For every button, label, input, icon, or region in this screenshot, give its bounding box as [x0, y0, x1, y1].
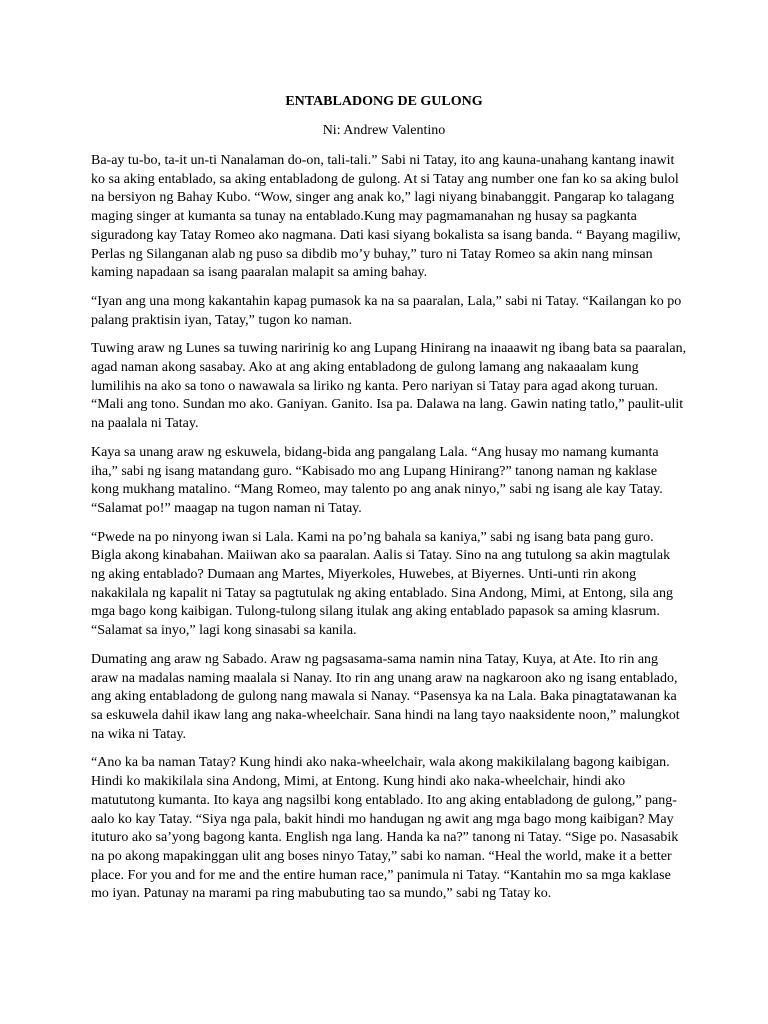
paragraph-line: sa eskuwela dahil ikaw lang ang naka-wheelchair. Sana hindi na lang tayo naaksidente noon,” malungkot [91, 707, 680, 723]
paragraph-line: “Salamat po!” maagap na tugon naman ni Tatay. [91, 500, 362, 516]
paragraph-line: Ba-ay tu-bo, ta-it un-ti Nanalaman do-on, tali-tali.” Sabi ni Tatay, ito ang kauna-unahang kantang inawit [91, 153, 675, 168]
paragraph-line: Hindi ko makikilala sina Andong, Mimi, at Entong. Kung hindi ako naka-wheelchair, hindi ako [91, 774, 626, 790]
paragraph-line: “Salamat sa inyo,” lagi kong sinasabi sa kanila. [91, 623, 357, 639]
paragraph-line: ang aking entabladong de gulong nang mawala si Nanay. “Pasensya ka na Lala. Baka pinagtatawanan ka [91, 689, 677, 705]
paragraph-line: palang praktisin iyan, Tatay,” tugon ko naman. [91, 312, 353, 328]
paragraph-line: ituturo ako sa’yong bagong kanta. English nga lang. Handa ka na?” tanong ni Tatay. “Sige po. Nasasabik [91, 830, 679, 846]
paragraph-line: Kaya sa unang araw ng eskuwela, bidang-bida ang pangalang Lala. “Ang husay mo namang kumanta [91, 444, 659, 460]
paragraph-line: siguradong kay Tatay Romeo ako nagmana. Dati kasi siyang bokalista sa isang banda. “ Bayang magiliw, [91, 227, 681, 243]
paragraph-line: ko sa aking entablado, sa aking entabladong de gulong. At si Tatay ang number one fan ko sa aking bulol [91, 171, 679, 187]
author-byline: Ni: Andrew Valentino [322, 123, 446, 138]
paragraph-line: aalo ko kay Tatay. “Siya nga pala, bakit hindi mo handugan ng awit ang mga bago mong kaibigan? May [91, 811, 674, 827]
story-paragraph [91, 340, 691, 434]
paragraph-line: matututong kumanta. Ito kaya ang nagsilbi kong entablado. Ito ang aking entabladong de gulong,” pang- [91, 792, 677, 808]
story-paragraph [91, 444, 691, 519]
paragraph-line: na bersiyon ng Bahay Kubo. “Wow, singer ang anak ko,” lagi niyang binabanggit. Pangarap ko talagang [91, 190, 675, 206]
paragraph-line: lumilihis na ako sa tono o nawawala sa liriko ng kanta. Pero nariyan si Tatay para agad akong turuan. [91, 378, 659, 394]
paragraph-line: “Mali ang tono. Sundan mo ako. Ganiyan. Ganito. Isa pa. Dalawa na lang. Gawin nating tatlo,” paulit-ulit [91, 397, 684, 413]
paragraph-line: Bigla akong kinabahan. Maiiwan ako sa paaralan. Aalis si Tatay. Sino na ang tutulong sa akin magtulak [91, 548, 671, 564]
paragraph-line: iha,” sabi ng isang matandang guro. “Kabisado mo ang Lupang Hinirang?” tanong naman ng kaklase [91, 463, 658, 479]
paragraph-line: kong mukhang matalino. “Mang Romeo, may talento po ang anak ninyo,” sabi ng isang ale kay Tatay. [91, 482, 663, 498]
paragraph-line: Perlas ng Silanganan alab ng puso sa dibdib mo’y buhay,” turo ni Tatay Romeo sa akin nang minsan [91, 246, 653, 262]
paragraph-line: “Ano ka ba naman Tatay? Kung hindi ako naka-wheelchair, wala akong makikilalang bagong kaibigan. [91, 755, 670, 771]
story-paragraph [91, 529, 691, 641]
paragraph-line: na wika ni Tatay. [91, 726, 187, 742]
story-paragraph [91, 754, 691, 904]
paragraph-line: kaming napadaan sa isang paaralan malapit sa aming bahay. [91, 265, 428, 281]
paragraph-line: mo iyan. Patunay na marami pa ring mabubuting tao sa mundo,” sabi ng Tatay ko. [91, 886, 552, 902]
story-paragraph [91, 651, 691, 745]
paragraph-line: na po akong mapakinggan ulit ang boses ninyo Tatay,” sabi ko naman. “Heal the world, make it a better [91, 848, 672, 864]
paragraph-line: nakakilala ng kapalit ni Tatay sa pagtutulak ng aking entablado. Sina Andong, Mimi, at Entong, sila ang [91, 585, 673, 601]
paragraph-line: “Iyan ang una mong kakantahin kapag pumasok ka na sa paaralan, Lala,” sabi ni Tatay. “Kailangan ko po [91, 293, 682, 309]
paragraph-line: ng aking entablado? Dumaan ang Martes, Miyerkoles, Huwebes, at Biyernes. Unti-unti rin akong [91, 567, 637, 583]
paragraph-line: Dumating ang araw ng Sabado. Araw ng pagsasama-sama namin nina Tatay, Kuya, at Ate. Ito rin ang [91, 651, 659, 667]
story-body [91, 152, 691, 914]
story-paragraph [91, 293, 691, 330]
paragraph-line: “Pwede na po ninyong iwan si Lala. Kami na po’ng bahala sa kaniya,” sabi ng isang bata pang guro. [91, 529, 654, 545]
paragraph-line: place. For you and for me and the entire human race,” panimula ni Tatay. “Kantahin mo sa mga kaklase [91, 867, 671, 883]
paragraph-line: maging singer at kumanta sa tunay na entablado.Kung may pagmamanahan ng husay sa pagkanta [91, 209, 637, 225]
paragraph-line: agad naman akong sasabay. Ako at ang aking entabladong de gulong lamang ang nakaaalam kung [91, 360, 639, 376]
paragraph-line: araw na madalas naming maalala si Nanay. Ito rin ang unang araw na nagkaroon ako ng isang entablado, [91, 670, 678, 686]
paragraph-line: na paalala ni Tatay. [91, 416, 199, 432]
story-paragraph [91, 152, 691, 283]
document-title: ENTABLADONG DE GULONG [285, 94, 483, 109]
paragraph-line: mga bago kong kaibigan. Tulong-tulong silang itulak ang aking entablado papasok sa aming klasrum. [91, 604, 660, 620]
paragraph-line: Tuwing araw ng Lunes sa tuwing naririnig ko ang Lupang Hinirang na inaaawit ng ibang bata sa paaralan, [91, 341, 687, 357]
